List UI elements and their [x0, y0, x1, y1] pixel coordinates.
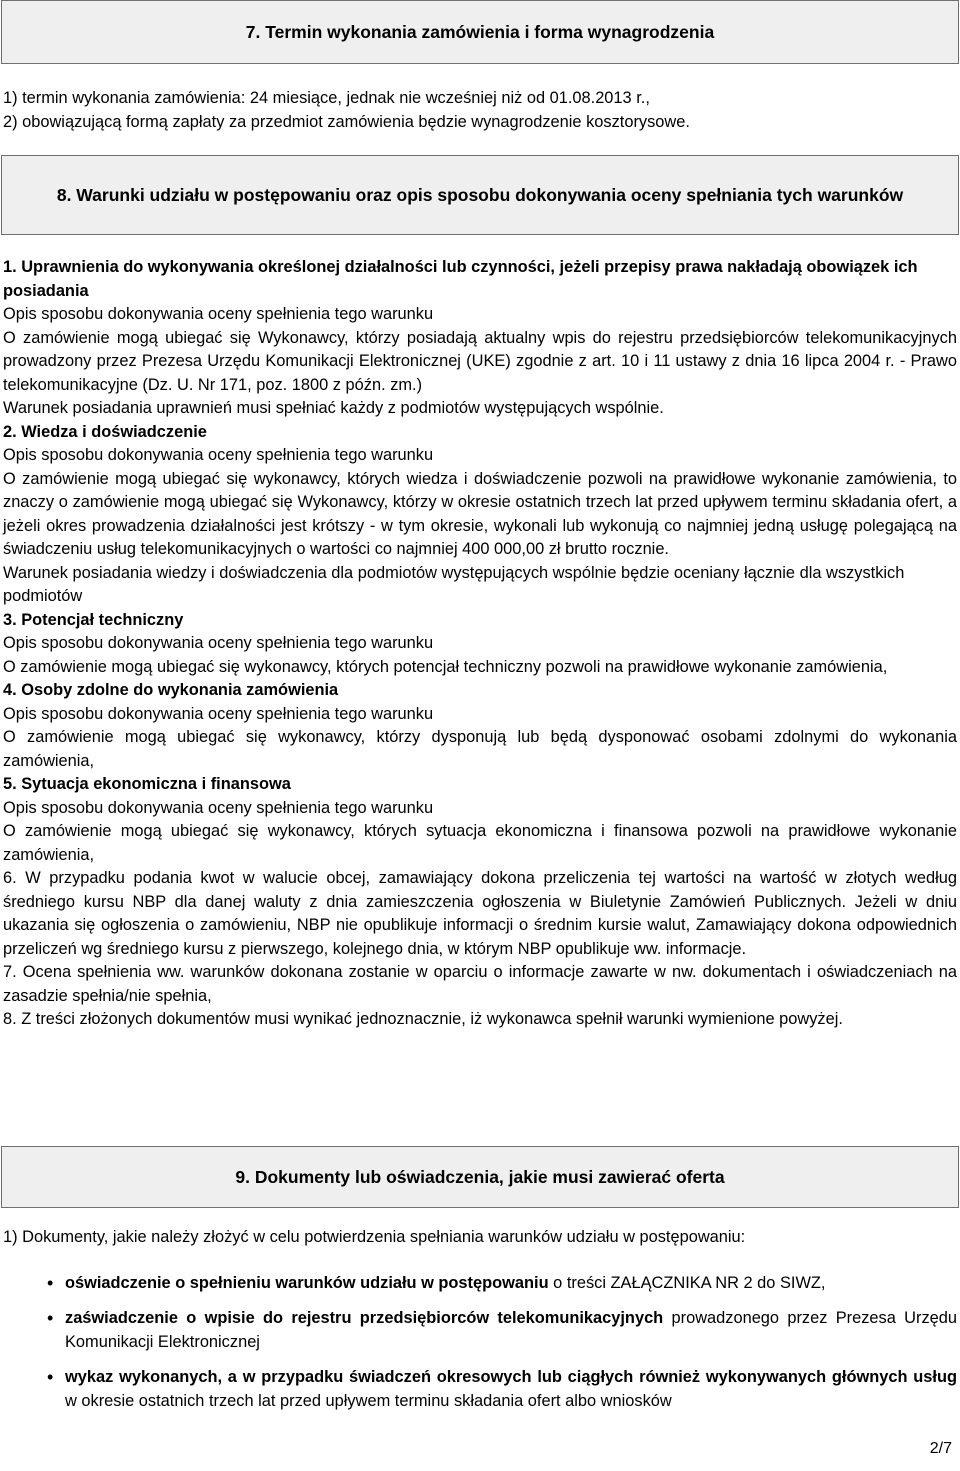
list-item: [3, 1307, 957, 1354]
forma-zaplaty-line: 2) obowiązującą formą zapłaty za przedmiot zamówienia będzie wynagrodzenie kosztorysowe.: [3, 112, 690, 131]
document-item-text: w okresie ostatnich trzech lat przed upływem terminu składania ofert albo wniosków: [65, 1391, 672, 1410]
condition-1-opis: Opis sposobu dokonywania oceny spełnienia tego warunku: [3, 305, 434, 323]
condition-2-note: Warunek posiadania wiedzy i doświadczenia dla podmiotów występujących wspólnie będzie oceniany łącznie dla wszystkich podmiotów: [3, 563, 905, 605]
document-item-bold: zaświadczenie o wpisie do rejestru przedsiębiorców telekomunikacyjnych: [65, 1309, 664, 1327]
condition-4-text: O zamówienie mogą ubiegać się wykonawcy, którzy dysponują lub będą dysponować osobami zdolnymi do wykonania zamówienia,: [3, 728, 957, 770]
section-8-content: [3, 256, 957, 1032]
condition-4-title: 4. Osoby zdolne do wykonania zamówienia: [3, 681, 339, 699]
list-item: [3, 1272, 957, 1296]
section-7-content: [3, 87, 957, 134]
paragraph-6-currency: 6. W przypadku podania kwot w walucie obcej, zamawiający dokona przeliczenia tej wartości na wartość w złotych według średniego kursu NBP dla danej waluty z dnia zamieszczenia ogłoszenia w Biuletynie Zamówień Publicznych. Jeżeli w dniu ukazania się ogłoszenia o zamówieniu, NBP nie opublikuje informacji o średnim kursie walut, Zamawiający dokona odpowiednich przeliczeń wg średniego kursu z pierwszego, kolejnego dnia, w którym NBP opublikuje ww. informacje.: [3, 869, 957, 958]
condition-5-title: 5. Sytuacja ekonomiczna i finansowa: [3, 775, 291, 793]
bullet-icon: •: [47, 1272, 54, 1293]
document-item-bold: oświadczenie o spełnieniu warunków udziału w postępowaniu: [65, 1273, 549, 1292]
bullet-icon: •: [47, 1367, 54, 1387]
list-item: [3, 1366, 957, 1413]
termin-line: 1) termin wykonania zamówienia: 24 miesiące, jednak nie wcześniej niż od 01.08.2013 r.,: [3, 89, 650, 107]
condition-3-text: O zamówienie mogą ubiegać się wykonawcy, których potencjał techniczny pozwoli na prawidłowe wykonanie zamówienia,: [3, 657, 888, 676]
condition-2-opis: Opis sposobu dokonywania oceny spełnienia tego warunku: [3, 446, 434, 464]
section-9-content: [3, 1226, 957, 1425]
document-item-text: prowadzonego przez Prezesa Urzędu Komunikacji Elektronicznej: [65, 1309, 958, 1351]
section-9-heading: 9. Dokumenty lub oświadczenia, jakie musi zawierać oferta: [235, 1167, 725, 1187]
section-8-heading-box: [1, 155, 959, 235]
section-8-heading: 8. Warunki udziału w postępowaniu oraz opis sposobu dokonywania oceny spełniania tych warunków: [56, 185, 904, 205]
condition-2-text: O zamówienie mogą ubiegać się wykonawcy, których wiedza i doświadczenie pozwoli na prawidłowe wykonanie zamówienia, to znaczy o zamówienie mogą ubiegać się Wykonawcy, którzy w okresie ostatnich trzech lat przed upływem terminu składania ofert, a jeżeli okres prowadzenia działalności jest krótszy - w tym okresie, wykonali lub wykonują co najmniej jedną usługę polegającą na świadczeniu usług telekomunikacyjnych o wartości co najmniej 400 000,00 zł brutto rocznie.: [3, 469, 957, 558]
condition-4-opis: Opis sposobu dokonywania oceny spełnienia tego warunku: [3, 704, 434, 723]
section-7-heading-box: [1, 0, 959, 64]
condition-1-note: Warunek posiadania uprawnień musi spełniać każdy z podmiotów występujących wspólnie.: [3, 399, 664, 417]
documents-intro: 1) Dokumenty, jakie należy złożyć w celu potwierdzenia spełniania warunków udziału w postępowaniu:: [3, 1228, 746, 1246]
condition-1-title: 1. Uprawnienia do wykonywania określonej działalności lub czynności, jeżeli przepisy prawa nakładają obowiązek ich posiadania: [3, 258, 918, 300]
bullet-icon: •: [47, 1308, 54, 1328]
page-number: 2/7: [929, 1440, 952, 1457]
condition-3-opis: Opis sposobu dokonywania oceny spełnienia tego warunku: [3, 634, 434, 652]
document-item-text: o treści ZAŁĄCZNIKA NR 2 do SIWZ,: [548, 1273, 826, 1292]
section-9-heading-box: [1, 1146, 959, 1208]
condition-5-opis: Opis sposobu dokonywania oceny spełnienia tego warunku: [3, 798, 434, 817]
document-item-bold: wykaz wykonanych, a w przypadku świadczeń okresowych lub ciągłych również wykonywanych głównych usług: [65, 1368, 957, 1386]
paragraph-7-assessment: 7. Ocena spełnienia ww. warunków dokonana zostanie w oparciu o informacje zawarte w nw. dokumentach i oświadczeniach na zasadzie spełnia/nie spełnia,: [3, 963, 957, 1005]
documents-list: [3, 1272, 957, 1414]
condition-5-text: O zamówienie mogą ubiegać się wykonawcy, których sytuacja ekonomiczna i finansowa pozwoli na prawidłowe wykonanie zamówienia,: [3, 822, 957, 864]
condition-3-title: 3. Potencjał techniczny: [3, 610, 184, 629]
condition-1-text: O zamówienie mogą ubiegać się Wykonawcy, którzy posiadają aktualny wpis do rejestru przedsiębiorców telekomunikacyjnych prowadzony przez Prezesa Urzędu Komunikacji Elektronicznej (UKE) zgodnie z art. 10 i 11 ustawy z dnia 16 lipca 2004 r. - Prawo telekomunikacyjne (Dz. U. Nr 171, poz. 1800 z późn. zm.): [3, 328, 957, 394]
paragraph-8-documents: 8. Z treści złożonych dokumentów musi wynikać jednoznacznie, iż wykonawca spełnił warunki wymienione powyżej.: [3, 1010, 843, 1028]
condition-2-title: 2. Wiedza i doświadczenie: [3, 422, 207, 441]
section-7-heading: 7. Termin wykonania zamówienia i forma wynagrodzenia: [245, 22, 715, 42]
